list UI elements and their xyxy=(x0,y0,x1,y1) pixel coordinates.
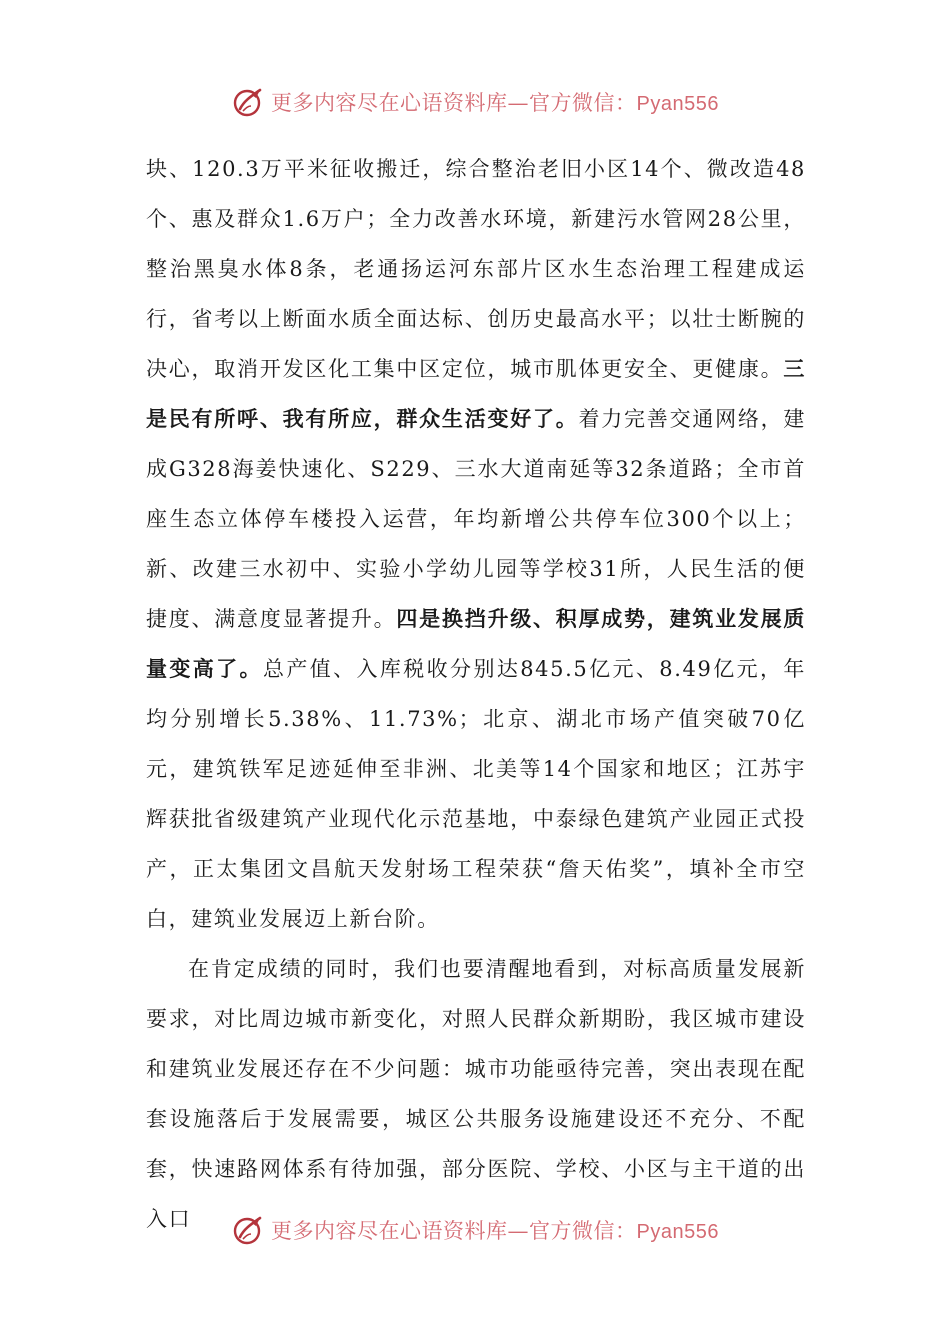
pen-logo-icon xyxy=(231,1212,267,1248)
paragraph-2: 在肯定成绩的同时，我们也要清醒地看到，对标高质量发展新要求，对比周边城市新变化，对照人民群众新期盼，我区城市建设和建筑业发展还存在不少问题：城市功能亟待完善，突出表现在配套设施落后于发展需要，城区公共服务设施建设还不充分、不配套，快速路网体系有待加强，部分医院、学校、小区与主干道的出入口 xyxy=(146,957,806,1231)
header-banner xyxy=(0,82,950,122)
document-body xyxy=(146,144,806,1244)
heading-point-four: 四是换挡升级、积厚成势，建筑业发展质量变高了。 xyxy=(146,606,806,681)
paragraph-1: 块、120.3万平米征收搬迁，综合整治老旧小区14个、微改造48个、惠及群众1.6万户；全力改善水环境，新建污水管网28公里，整治黑臭水体8条，老通扬运河东部片区水生态治理工程建成运行，省考以上断面水质全面达标、创历史最高水平；以壮士断腕的决心，取消开发区化工集中区定位，城市肌体更安全、更健康。三是民有所呼、我有所应，群众生活变好了。着力完善交通网络，建成G328海姜快速化、S229、三水大道南延等32条道路；全市首座生态立体停车楼投入运营，年均新增公共停车位300个以上；新、改建三水初中、实验小学幼儿园等学校31所，人民生活的便捷度、满意度显著提升。四是换挡升级、积厚成势，建筑业发展质量变高了。总产值、入库税收分别达845.5亿元、8.49亿元，年均分别增长5.38%、11.73%；北京、湖北市场产值突破70亿元，建筑铁军足迹延伸至非洲、北美等14个国家和地区；江苏宇辉获批省级建筑产业现代化示范基地，中泰绿色建筑产业园正式投产，正太集团文昌航天发射场工程荣获“詹天佑奖”，填补全市空白，建筑业发展迈上新台阶。 xyxy=(146,157,807,931)
heading-point-three: 三是民有所呼、我有所应，群众生活变好了。 xyxy=(146,356,806,431)
header-wechat-id: Pyan556 xyxy=(636,93,719,115)
footer-banner-text: 更多内容尽在心语资料库—官方微信：Pyan556 xyxy=(271,1219,719,1243)
footer-banner xyxy=(0,1210,950,1250)
header-banner-text: 更多内容尽在心语资料库—官方微信：Pyan556 xyxy=(271,91,719,115)
footer-wechat-id: Pyan556 xyxy=(636,1221,719,1243)
pen-logo-icon xyxy=(231,84,267,120)
